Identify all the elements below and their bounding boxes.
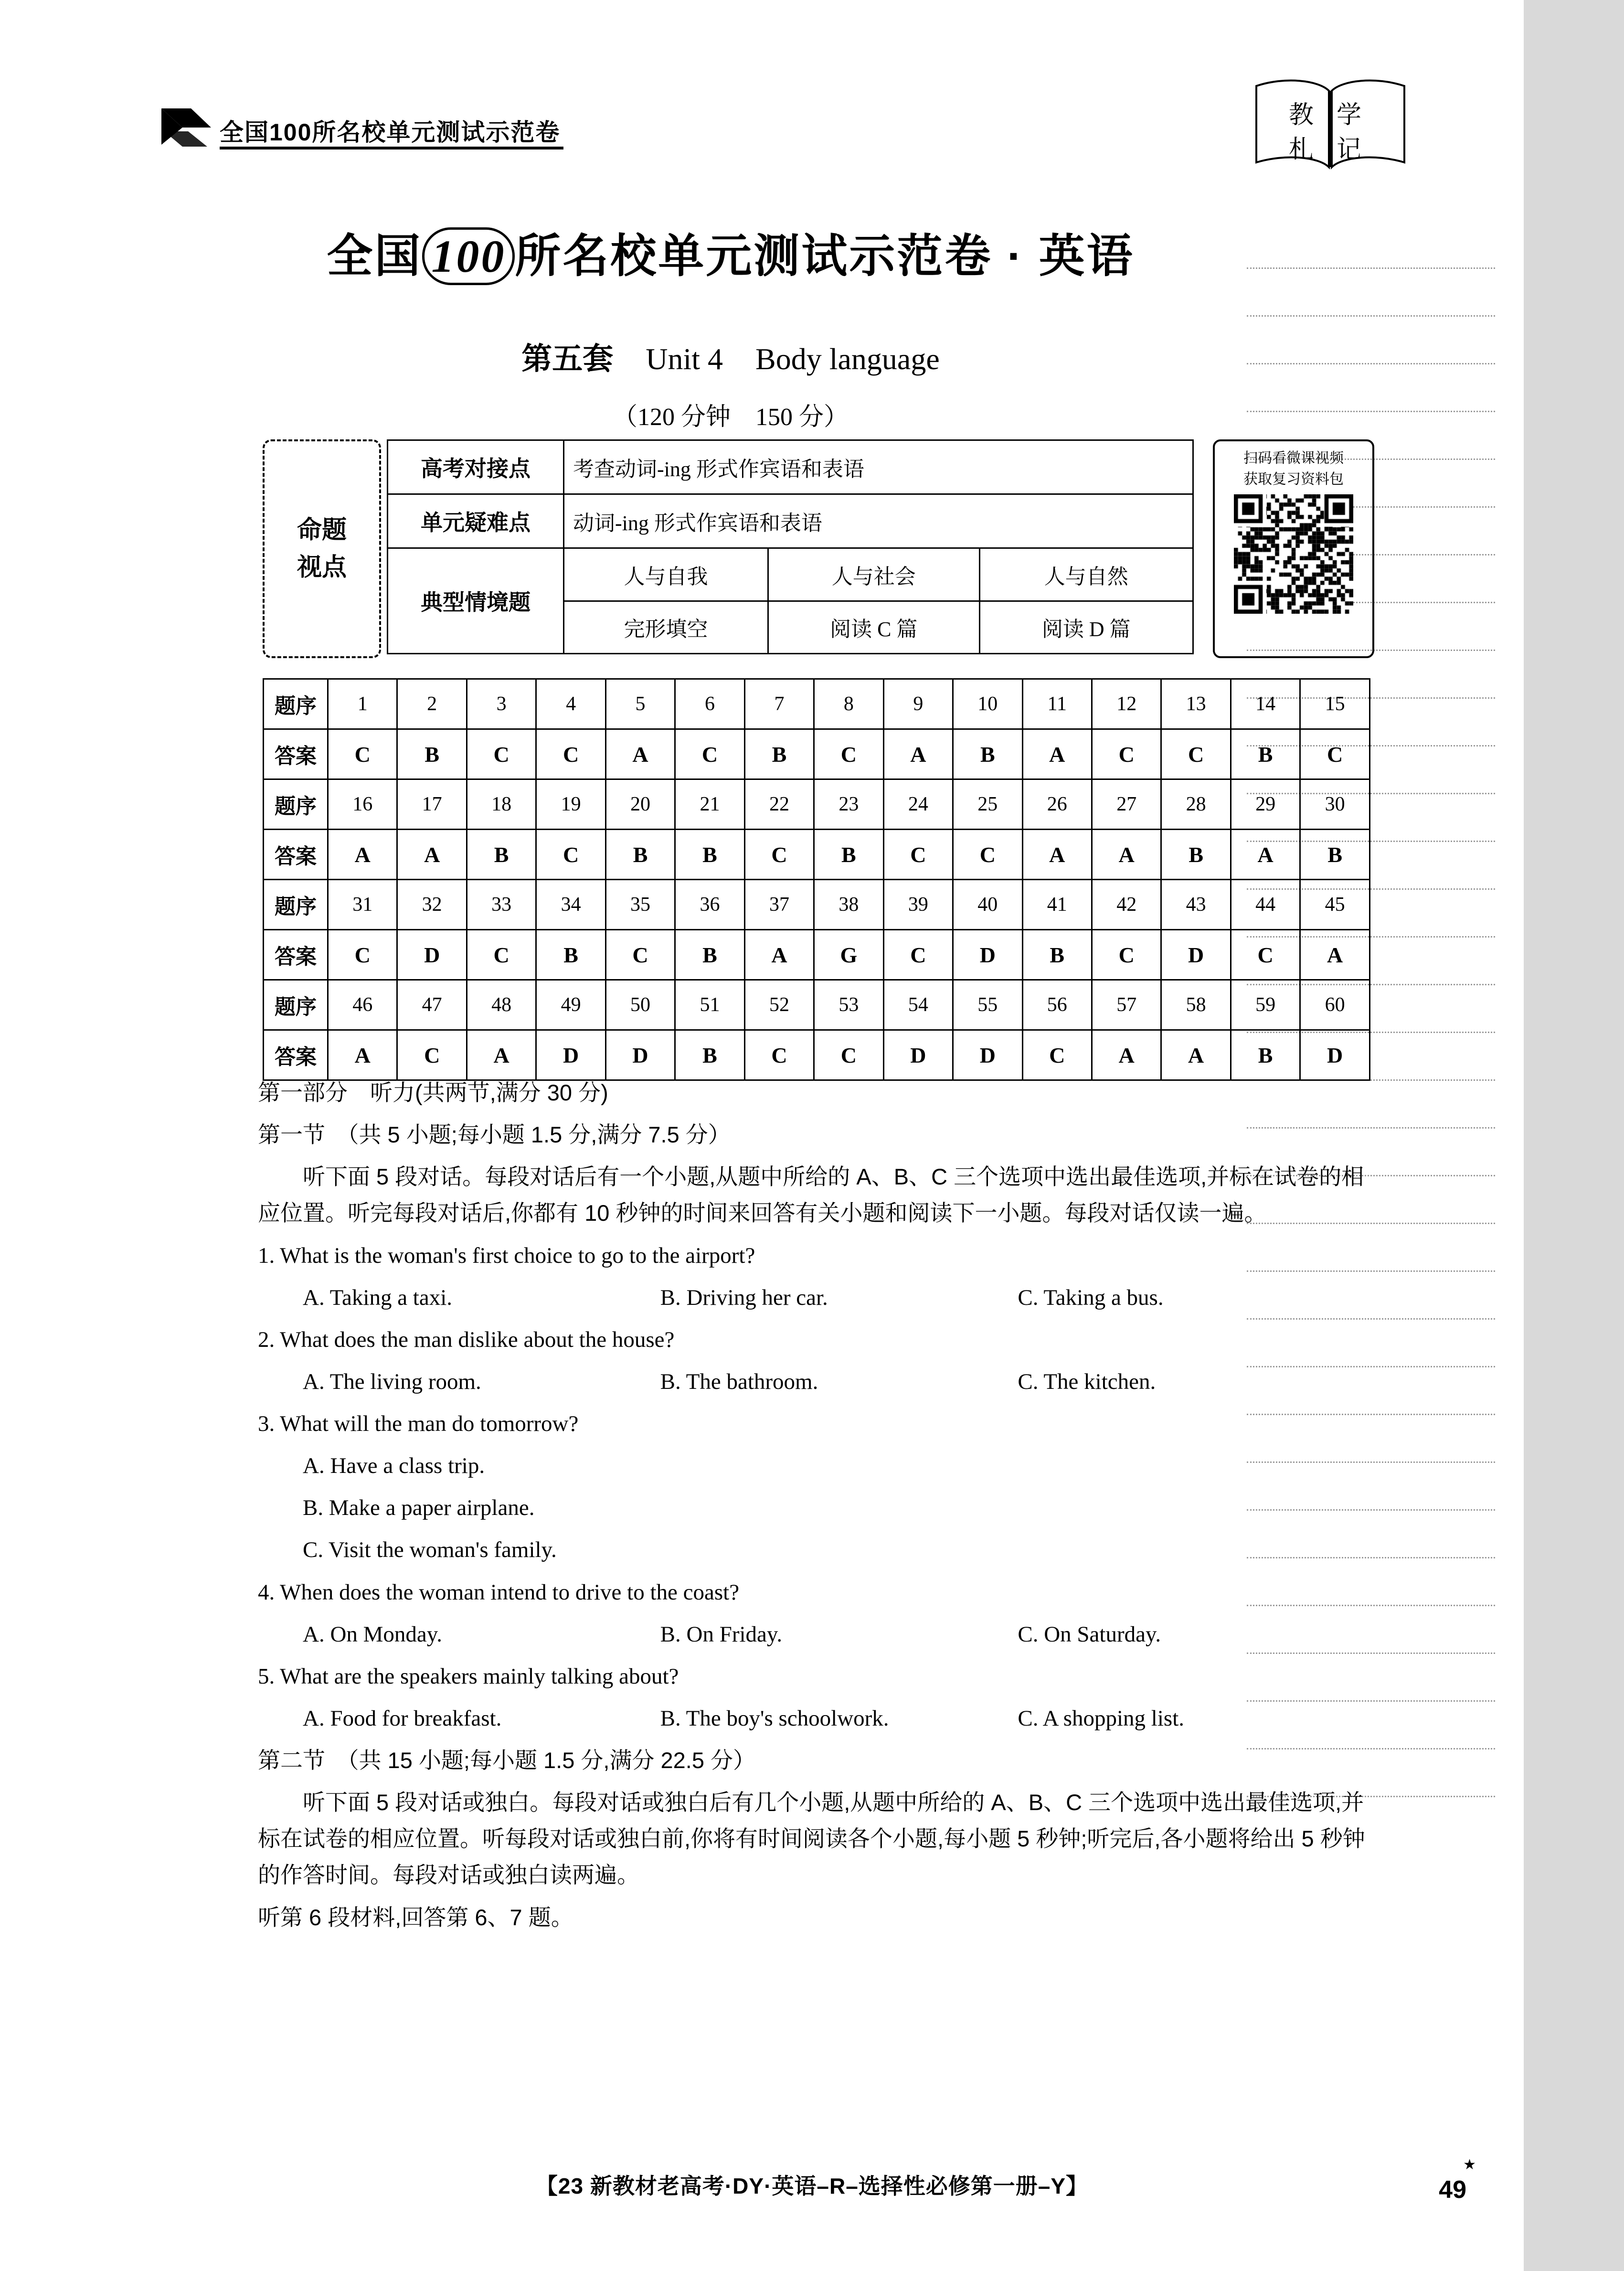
answer-value-cell: D [536, 1030, 605, 1080]
answer-value-cell: C [1300, 729, 1370, 779]
answer-number-cell: 11 [1022, 679, 1092, 729]
answer-value-cell: B [814, 830, 883, 880]
answer-value-cell: B [1300, 830, 1370, 880]
answer-number-cell: 3 [467, 679, 536, 729]
logo-underline [220, 147, 563, 149]
page-title-prefix: 全国 [327, 231, 423, 282]
answer-value-cell: B [953, 729, 1022, 779]
viewpoint-row-1-label: 单元疑难点 [388, 494, 564, 548]
answer-number-cell: 7 [744, 679, 814, 729]
answer-number-cell: 36 [675, 880, 744, 930]
answer-number-cell: 23 [814, 779, 883, 830]
question-1-option-a[interactable]: A. Taking a taxi. [303, 1285, 453, 1310]
question-2-option-b[interactable]: B. The bathroom. [660, 1369, 818, 1394]
part1-title: 第一部分 听力(共两节,满分 30 分) [258, 1080, 608, 1105]
table-row [264, 1030, 1370, 1080]
answer-value-cell: D [883, 1030, 953, 1080]
document-content [119, 0, 1365, 2271]
answer-value-cell: B [1161, 830, 1231, 880]
answer-number-cell: 56 [1022, 980, 1092, 1030]
answer-number-cell: 43 [1161, 880, 1231, 930]
answer-value-cell: A [1300, 930, 1370, 980]
answer-value-cell: C [883, 930, 953, 980]
table-row [264, 830, 1370, 880]
footer-band [0, 2169, 1624, 2200]
viewpoint-row-0-value: 考查动词-ing 形式作宾语和表语 [564, 440, 1193, 494]
scenario-head-1: 人与社会 [768, 548, 979, 601]
question-1-option-b[interactable]: B. Driving her car. [660, 1285, 828, 1310]
answer-number-cell: 55 [953, 980, 1022, 1030]
time-and-score: （120 分钟 150 分） [612, 404, 849, 431]
answer-value-cell: B [744, 729, 814, 779]
answer-value-cell: B [675, 830, 744, 880]
answer-number-cell: 22 [744, 779, 814, 830]
question-5-option-a[interactable]: A. Food for breakfast. [303, 1706, 502, 1731]
answer-value-cell: C [1092, 930, 1161, 980]
exam-body-text [258, 1075, 1375, 1941]
answer-value-cell: A [328, 1030, 397, 1080]
answer-number-cell: 42 [1092, 880, 1161, 930]
question-3-option-b[interactable]: B. Make a paper airplane. [303, 1495, 535, 1521]
answer-value-cell: C [328, 930, 397, 980]
section2-followup: 听第 6 段材料,回答第 6、7 题。 [258, 1904, 573, 1930]
answer-number-cell: 57 [1092, 980, 1161, 1030]
answer-number-cell: 13 [1161, 679, 1231, 729]
answer-row-number-label: 题序 [264, 679, 328, 729]
section1-title: 第一节 （共 5 小题;每小题 1.5 分,满分 7.5 分） [258, 1122, 731, 1148]
table-row [388, 494, 1193, 548]
qr-caption-line2: 获取复习资料包 [1243, 471, 1344, 487]
logo-badge-icon [158, 103, 215, 150]
page-edge-strip [1524, 0, 1624, 2271]
question-3-stem: 3. What will the man do tomorrow? [258, 1411, 579, 1436]
answer-number-cell: 33 [467, 880, 536, 930]
page-title [119, 220, 1342, 285]
answer-value-cell: C [1161, 729, 1231, 779]
scenario-label: 典型情境题 [388, 548, 564, 654]
question-1-option-c[interactable]: C. Taking a bus. [1018, 1285, 1164, 1310]
notebook-char-3: 札 [1289, 136, 1314, 163]
answer-value-cell: A [1092, 830, 1161, 880]
answer-number-cell: 24 [883, 779, 953, 830]
answer-number-cell: 50 [605, 980, 675, 1030]
answer-value-cell: B [467, 830, 536, 880]
answer-value-cell: B [675, 1030, 744, 1080]
answer-number-cell: 14 [1231, 679, 1300, 729]
question-4-option-a[interactable]: A. On Monday. [303, 1621, 442, 1647]
question-5-options [258, 1700, 1375, 1737]
answer-value-cell: C [953, 830, 1022, 880]
scenario-head-2: 人与自然 [979, 548, 1193, 601]
scenario-value-2: 阅读 D 篇 [979, 601, 1193, 654]
answer-value-cell: C [536, 729, 605, 779]
answer-number-cell: 39 [883, 880, 953, 930]
answer-number-cell: 48 [467, 980, 536, 1030]
answer-number-cell: 17 [397, 779, 467, 830]
answer-value-cell: C [744, 1030, 814, 1080]
unit-label: Unit 4 [646, 342, 723, 376]
answer-value-cell: C [1022, 1030, 1092, 1080]
answer-number-cell: 27 [1092, 779, 1161, 830]
unit-subtitle [119, 334, 1342, 378]
answer-value-cell: B [536, 930, 605, 980]
masthead-logo [158, 103, 568, 153]
answer-value-cell: C [744, 830, 814, 880]
footer-band-text: 【23 新教材老高考·DY·英语–R–选择性必修第一册–Y】 [535, 2174, 1089, 2198]
answer-number-cell: 5 [605, 679, 675, 729]
answer-value-cell: B [1231, 729, 1300, 779]
scenario-head-0: 人与自我 [564, 548, 768, 601]
answer-number-cell: 37 [744, 880, 814, 930]
question-5-option-b[interactable]: B. The boy's schoolwork. [660, 1706, 889, 1731]
section1-instruction: 听下面 5 段对话。每段对话后有一个小题,从题中所给的 A、B、C 三个选项中选出最佳选项,并标在试卷的相应位置。听完每段对话后,你都有 10 秒钟的时间来回答有关小题和阅读下一小题。每段对话仅读一遍。 [258, 1164, 1364, 1226]
answer-number-cell: 58 [1161, 980, 1231, 1030]
table-row [388, 548, 1193, 601]
viewpoint-row-0-label: 高考对接点 [388, 440, 564, 494]
answer-number-cell: 44 [1231, 880, 1300, 930]
star-icon: ★ [1463, 2157, 1476, 2173]
answer-number-cell: 35 [605, 880, 675, 930]
answer-value-cell: C [1092, 729, 1161, 779]
page-title-hundred: 100 [422, 227, 515, 285]
answer-number-cell: 6 [675, 679, 744, 729]
answer-number-cell: 21 [675, 779, 744, 830]
answer-value-cell: A [1022, 729, 1092, 779]
question-5-stem: 5. What are the speakers mainly talking about? [258, 1663, 679, 1689]
table-row [264, 980, 1370, 1030]
answer-number-cell: 41 [1022, 880, 1092, 930]
answer-value-cell: C [605, 930, 675, 980]
answer-number-cell: 10 [953, 679, 1022, 729]
answer-value-cell: C [328, 729, 397, 779]
answer-key-table [263, 678, 1370, 1081]
answer-number-cell: 28 [1161, 779, 1231, 830]
answer-number-cell: 60 [1300, 980, 1370, 1030]
answer-number-cell: 8 [814, 679, 883, 729]
table-row [264, 729, 1370, 779]
qr-code-box[interactable] [1213, 439, 1374, 658]
notebook-char-1: 教 [1289, 102, 1314, 129]
answer-value-cell: A [397, 830, 467, 880]
answer-value-cell: A [328, 830, 397, 880]
answer-value-cell: A [605, 729, 675, 779]
scenario-value-1: 阅读 C 篇 [768, 601, 979, 654]
answer-number-cell: 18 [467, 779, 536, 830]
answer-value-cell: A [883, 729, 953, 779]
answer-number-cell: 4 [536, 679, 605, 729]
answer-value-cell: C [467, 729, 536, 779]
answer-value-cell: C [814, 1030, 883, 1080]
question-2-option-c[interactable]: C. The kitchen. [1018, 1369, 1156, 1394]
answer-value-cell: B [1231, 1030, 1300, 1080]
answer-number-cell: 16 [328, 779, 397, 830]
answer-value-cell: A [1092, 1030, 1161, 1080]
answer-value-cell: C [1231, 930, 1300, 980]
answer-number-cell: 20 [605, 779, 675, 830]
answer-value-cell: B [605, 830, 675, 880]
answer-number-cell: 19 [536, 779, 605, 830]
question-3-option-c[interactable]: C. Visit the woman's family. [303, 1537, 557, 1563]
answer-value-cell: C [467, 930, 536, 980]
qr-caption-line1: 扫码看微课视频 [1243, 450, 1344, 466]
answer-number-cell: 32 [397, 880, 467, 930]
viewpoint-row-1-value: 动词-ing 形式作宾语和表语 [564, 494, 1193, 548]
answer-value-cell: D [397, 930, 467, 980]
question-4-option-c[interactable]: C. On Saturday. [1018, 1621, 1161, 1647]
table-row [264, 880, 1370, 930]
answer-number-cell: 12 [1092, 679, 1161, 729]
table-row [264, 679, 1370, 729]
answer-number-cell: 1 [328, 679, 397, 729]
answer-number-cell: 25 [953, 779, 1022, 830]
answer-value-cell: A [1161, 1030, 1231, 1080]
answer-value-cell: C [883, 830, 953, 880]
scenario-value-0: 完形填空 [564, 601, 768, 654]
table-row [264, 779, 1370, 830]
answer-number-cell: 59 [1231, 980, 1300, 1030]
answer-value-cell: A [1231, 830, 1300, 880]
answer-value-cell: C [397, 1030, 467, 1080]
answer-row-answer-label: 答案 [264, 830, 328, 880]
answer-number-cell: 40 [953, 880, 1022, 930]
answer-number-cell: 31 [328, 880, 397, 930]
answer-number-cell: 30 [1300, 779, 1370, 830]
answer-value-cell: B [675, 930, 744, 980]
answer-number-cell: 49 [536, 980, 605, 1030]
answer-value-cell: D [953, 1030, 1022, 1080]
section2-title: 第二节 （共 15 小题;每小题 1.5 分,满分 22.5 分） [258, 1748, 756, 1773]
answer-row-answer-label: 答案 [264, 930, 328, 980]
answer-value-cell: C [814, 729, 883, 779]
notebook-char-4: 记 [1337, 136, 1362, 163]
question-4-stem: 4. When does the woman intend to drive to the coast? [258, 1579, 740, 1605]
notebook-char-2: 学 [1337, 102, 1362, 129]
answer-number-cell: 38 [814, 880, 883, 930]
question-1-options [258, 1279, 1375, 1316]
unit-topic: Body language [755, 342, 940, 376]
answer-value-cell: D [953, 930, 1022, 980]
answer-number-cell: 53 [814, 980, 883, 1030]
table-row [264, 930, 1370, 980]
table-row [388, 440, 1193, 494]
viewpoint-table [387, 439, 1194, 654]
question-1-stem: 1. What is the woman's first choice to go to the airport? [258, 1243, 755, 1268]
viewpoint-title-line1: 命题 [297, 516, 347, 544]
answer-number-cell: 29 [1231, 779, 1300, 830]
answer-value-cell: A [467, 1030, 536, 1080]
answer-value-cell: A [1022, 830, 1092, 880]
question-3-option-a[interactable]: A. Have a class trip. [303, 1453, 485, 1479]
question-5-option-c[interactable]: C. A shopping list. [1018, 1706, 1185, 1731]
answer-value-cell: C [675, 729, 744, 779]
answer-value-cell: A [744, 930, 814, 980]
answer-row-answer-label: 答案 [264, 729, 328, 779]
answer-number-cell: 47 [397, 980, 467, 1030]
answer-value-cell: B [397, 729, 467, 779]
answer-value-cell: D [1161, 930, 1231, 980]
answer-value-cell: G [814, 930, 883, 980]
qr-code-image[interactable] [1234, 494, 1353, 614]
question-2-option-a[interactable]: A. The living room. [303, 1369, 481, 1394]
answer-number-cell: 9 [883, 679, 953, 729]
logo-text: 全国100所名校单元测试示范卷 [220, 119, 561, 146]
set-label: 第五套 [521, 341, 614, 376]
page-number: 49 [1439, 2176, 1466, 2204]
answer-row-number-label: 题序 [264, 779, 328, 830]
section2-instruction: 听下面 5 段对话或独白。每段对话或独白后有几个小题,从题中所给的 A、B、C 三个选项中选出最佳选项,并标在试卷的相应位置。听每段对话或独白前,你将有时间阅读各个小题,每小题 5 秒钟;听完后,各小题将给出 5 秒钟的作答时间。每段对话或独白读两遍。 [258, 1790, 1365, 1888]
answer-number-cell: 34 [536, 880, 605, 930]
answer-value-cell: D [1300, 1030, 1370, 1080]
answer-row-number-label: 题序 [264, 980, 328, 1030]
question-2-options [258, 1364, 1375, 1400]
answer-value-cell: D [605, 1030, 675, 1080]
answer-number-cell: 52 [744, 980, 814, 1030]
question-2-stem: 2. What does the man dislike about the house? [258, 1327, 675, 1352]
answer-number-cell: 15 [1300, 679, 1370, 729]
page-title-suffix: 所名校单元测试示范卷 · 英语 [515, 231, 1135, 282]
answer-value-cell: C [536, 830, 605, 880]
viewpoint-badge [263, 439, 381, 658]
viewpoint-title-line2: 视点 [297, 554, 347, 581]
answer-number-cell: 45 [1300, 880, 1370, 930]
answer-number-cell: 26 [1022, 779, 1092, 830]
question-4-option-b[interactable]: B. On Friday. [660, 1621, 783, 1647]
answer-number-cell: 46 [328, 980, 397, 1030]
answer-value-cell: B [1022, 930, 1092, 980]
answer-row-answer-label: 答案 [264, 1030, 328, 1080]
answer-number-cell: 2 [397, 679, 467, 729]
answer-number-cell: 51 [675, 980, 744, 1030]
question-4-options [258, 1616, 1375, 1653]
answer-row-number-label: 题序 [264, 880, 328, 930]
answer-number-cell: 54 [883, 980, 953, 1030]
